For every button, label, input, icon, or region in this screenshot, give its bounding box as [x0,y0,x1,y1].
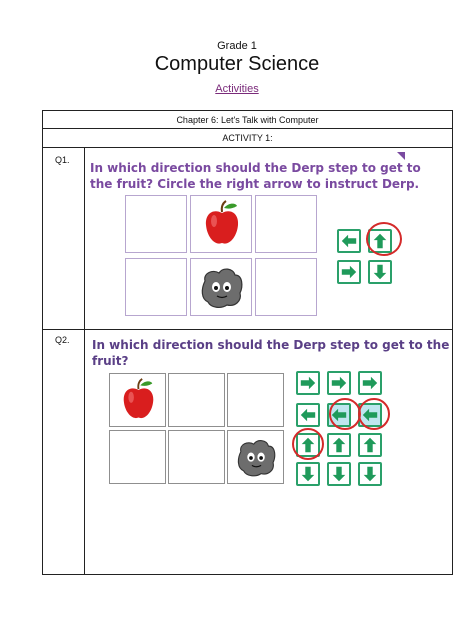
q1-line-2: the fruit? Circle the right arrow to instruct Derp. [90,177,420,191]
arrow-left-icon [340,232,358,250]
q1-grid-cell [125,195,187,253]
q2-arrow-right[interactable] [358,371,382,395]
q1-arrow-down[interactable] [368,260,392,284]
q2-line-1: In which direction should the Derp step to get to the [92,338,450,352]
row-divider [43,329,452,330]
q2-arrow-right[interactable] [327,371,351,395]
q2-arrow-up[interactable] [358,433,382,457]
q2-grid-cell [109,430,166,484]
q2-grid-cell [168,430,225,484]
q2-grid-cell [168,373,225,427]
arrow-right-icon [330,374,348,392]
q2-answer-circle [292,428,324,460]
activity-header: ACTIVITY 1: [43,129,452,148]
q1-arrow-right[interactable] [337,260,361,284]
arrow-right-icon [340,263,358,281]
arrow-up-icon [361,436,379,454]
q2-question [92,337,449,369]
derp-rock-icon [228,431,285,485]
q1-grid-cell-apple [190,195,252,253]
arrow-down-icon [299,465,317,483]
q1-grid-cell [255,258,317,316]
chapter-header: Chapter 6: Let's Talk with Computer [43,111,452,129]
q2-arrow-left[interactable] [296,403,320,427]
derp-rock-icon [191,259,253,317]
q1-answer-circle [366,222,402,256]
arrow-down-icon [361,465,379,483]
q1-line-1: In which direction should the Derp step to get to [90,161,421,175]
q1-grid-cell [125,258,187,316]
q2-arrow-down[interactable] [358,462,382,486]
apple-icon [110,374,167,428]
q2-line-2: fruit? [92,354,129,368]
q2-label: Q2. [55,335,70,345]
apple-icon [191,196,253,254]
arrow-right-icon [361,374,379,392]
grade-label: Grade 1 [217,40,257,52]
arrow-down-icon [371,263,389,281]
q2-grid-cell [227,373,284,427]
q2-grid-cell-apple [109,373,166,427]
column-divider [84,148,85,574]
q2-answer-circle [358,398,390,430]
q1-label: Q1. [55,155,70,165]
arrow-down-icon [330,465,348,483]
q2-answer-circle [329,398,361,430]
arrow-up-icon [330,436,348,454]
activities-link[interactable]: Activities [215,83,259,95]
page-title: Computer Science [154,53,320,75]
arrow-left-icon [299,406,317,424]
q1-question [90,160,421,192]
q2-arrow-down[interactable] [296,462,320,486]
corner-mark-icon [397,152,405,160]
q1-grid-cell-derp [190,258,252,316]
q2-arrow-down[interactable] [327,462,351,486]
q2-arrow-up[interactable] [327,433,351,457]
q1-grid-cell [255,195,317,253]
q1-arrow-left[interactable] [337,229,361,253]
q2-arrow-right[interactable] [296,371,320,395]
arrow-right-icon [299,374,317,392]
q2-grid-cell-derp [227,430,284,484]
